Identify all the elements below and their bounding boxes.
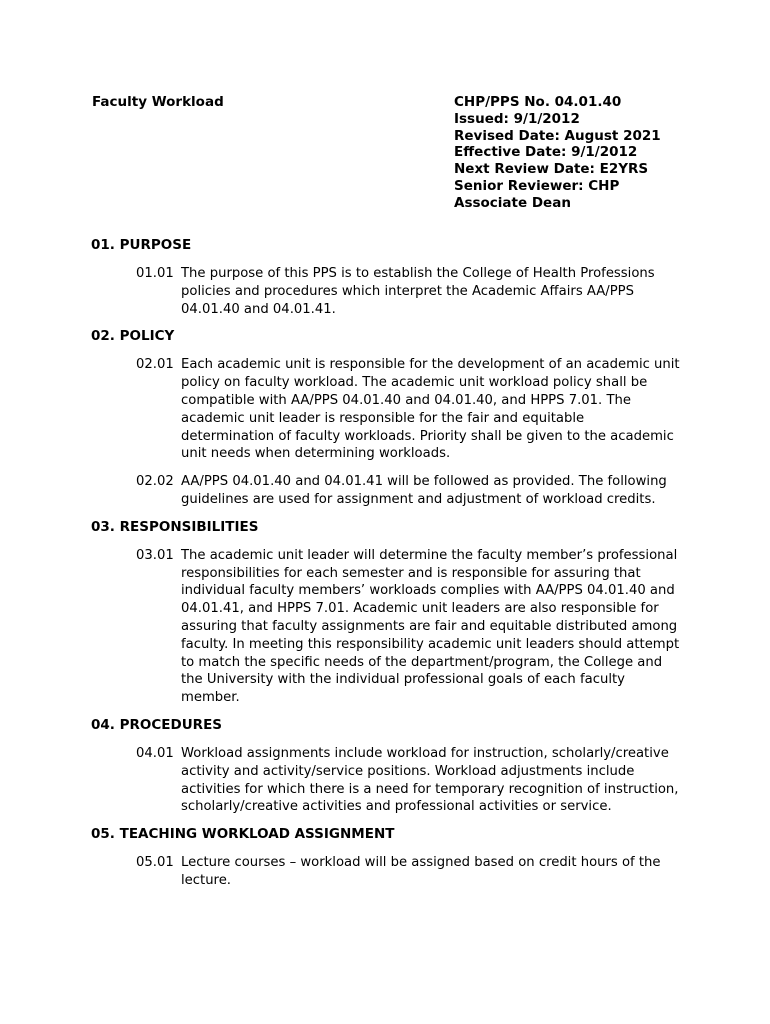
- section-item: [91, 356, 691, 463]
- document-body: [91, 237, 691, 900]
- section-heading: 05. TEACHING WORKLOAD ASSIGNMENT: [91, 826, 395, 843]
- meta-effective-date: Effective Date: 9/1/2012: [454, 144, 638, 161]
- item-number: 02.01: [136, 357, 174, 373]
- meta-senior-reviewer: Senior Reviewer: CHP: [454, 177, 620, 194]
- item-text: Lecture courses – workload will be assigned based on credit hours of the lecture.: [181, 855, 661, 888]
- section-heading: 02. POLICY: [91, 328, 175, 345]
- section-heading: 03. RESPONSIBILITIES: [91, 518, 259, 535]
- section-teaching-workload: [91, 826, 691, 890]
- meta-pps-number: CHP/PPS No. 04.01.40: [454, 94, 622, 110]
- item-text: Workload assignments include workload for instruction, scholarly/creative activity and activity/service positions. Workload adjustments include activities for which there is a need for temporary recognition of instruction, scholarly/creative activities and professional activities or service.: [181, 745, 679, 815]
- section-item: [91, 854, 691, 890]
- item-number: 05.01: [136, 855, 174, 871]
- section-item: [91, 745, 691, 816]
- section-procedures: [91, 717, 691, 816]
- section-item: [91, 547, 691, 707]
- section-responsibilities: [91, 519, 691, 707]
- item-number: 04.01: [136, 745, 174, 761]
- meta-next-review-date: Next Review Date: E2YRS: [454, 161, 649, 178]
- section-purpose: [91, 237, 691, 318]
- item-text: Each academic unit is responsible for the development of an academic unit policy on faculty workload. The academic unit workload policy shall be compatible with AA/PPS 04.01.40 and 04.01.40, and HPPS 7.01. The academic unit leader is responsible for the fair and equitable determination of faculty workloads. Priority shall be given to the academic unit needs when determining workloads.: [181, 357, 680, 462]
- section-heading: 01. PURPOSE: [91, 237, 192, 253]
- item-number: 01.01: [136, 266, 174, 281]
- item-number: 03.01: [136, 547, 174, 563]
- item-number: 02.02: [136, 474, 174, 490]
- meta-issued: Issued: 9/1/2012: [454, 110, 580, 127]
- meta-senior-reviewer-cont: Associate Dean: [454, 194, 571, 211]
- meta-revised-date: Revised Date: August 2021: [454, 127, 661, 144]
- section-policy: [91, 328, 691, 508]
- document-title: Faculty Workload: [92, 94, 224, 110]
- item-text: The academic unit leader will determine the faculty member’s professional responsibilities for each semester and is responsible for assuring that individual faculty members’ workloads complies with AA/PPS 04.01.40 and 04.01.41, and HPPS 7.01. Academic unit leaders are also responsible for assuring that faculty assignments are fair and equitable distributed among faculty. In meeting this responsibility academic unit leaders should attempt to match the specific needs of the department/program, the College and the University with the individual professional goals of each faculty member.: [181, 547, 680, 706]
- document-meta: [454, 94, 754, 212]
- section-heading: 04. PROCEDURES: [91, 716, 223, 733]
- section-item: [91, 265, 691, 318]
- item-text: The purpose of this PPS is to establish the College of Health Professions policies and procedures which interpret the Academic Affairs AA/PPS 04.01.40 and 04.01.41.: [181, 266, 655, 317]
- section-item: [91, 473, 691, 509]
- item-text: AA/PPS 04.01.40 and 04.01.41 will be followed as provided. The following guidelines are used for assignment and adjustment of workload credits.: [181, 474, 667, 507]
